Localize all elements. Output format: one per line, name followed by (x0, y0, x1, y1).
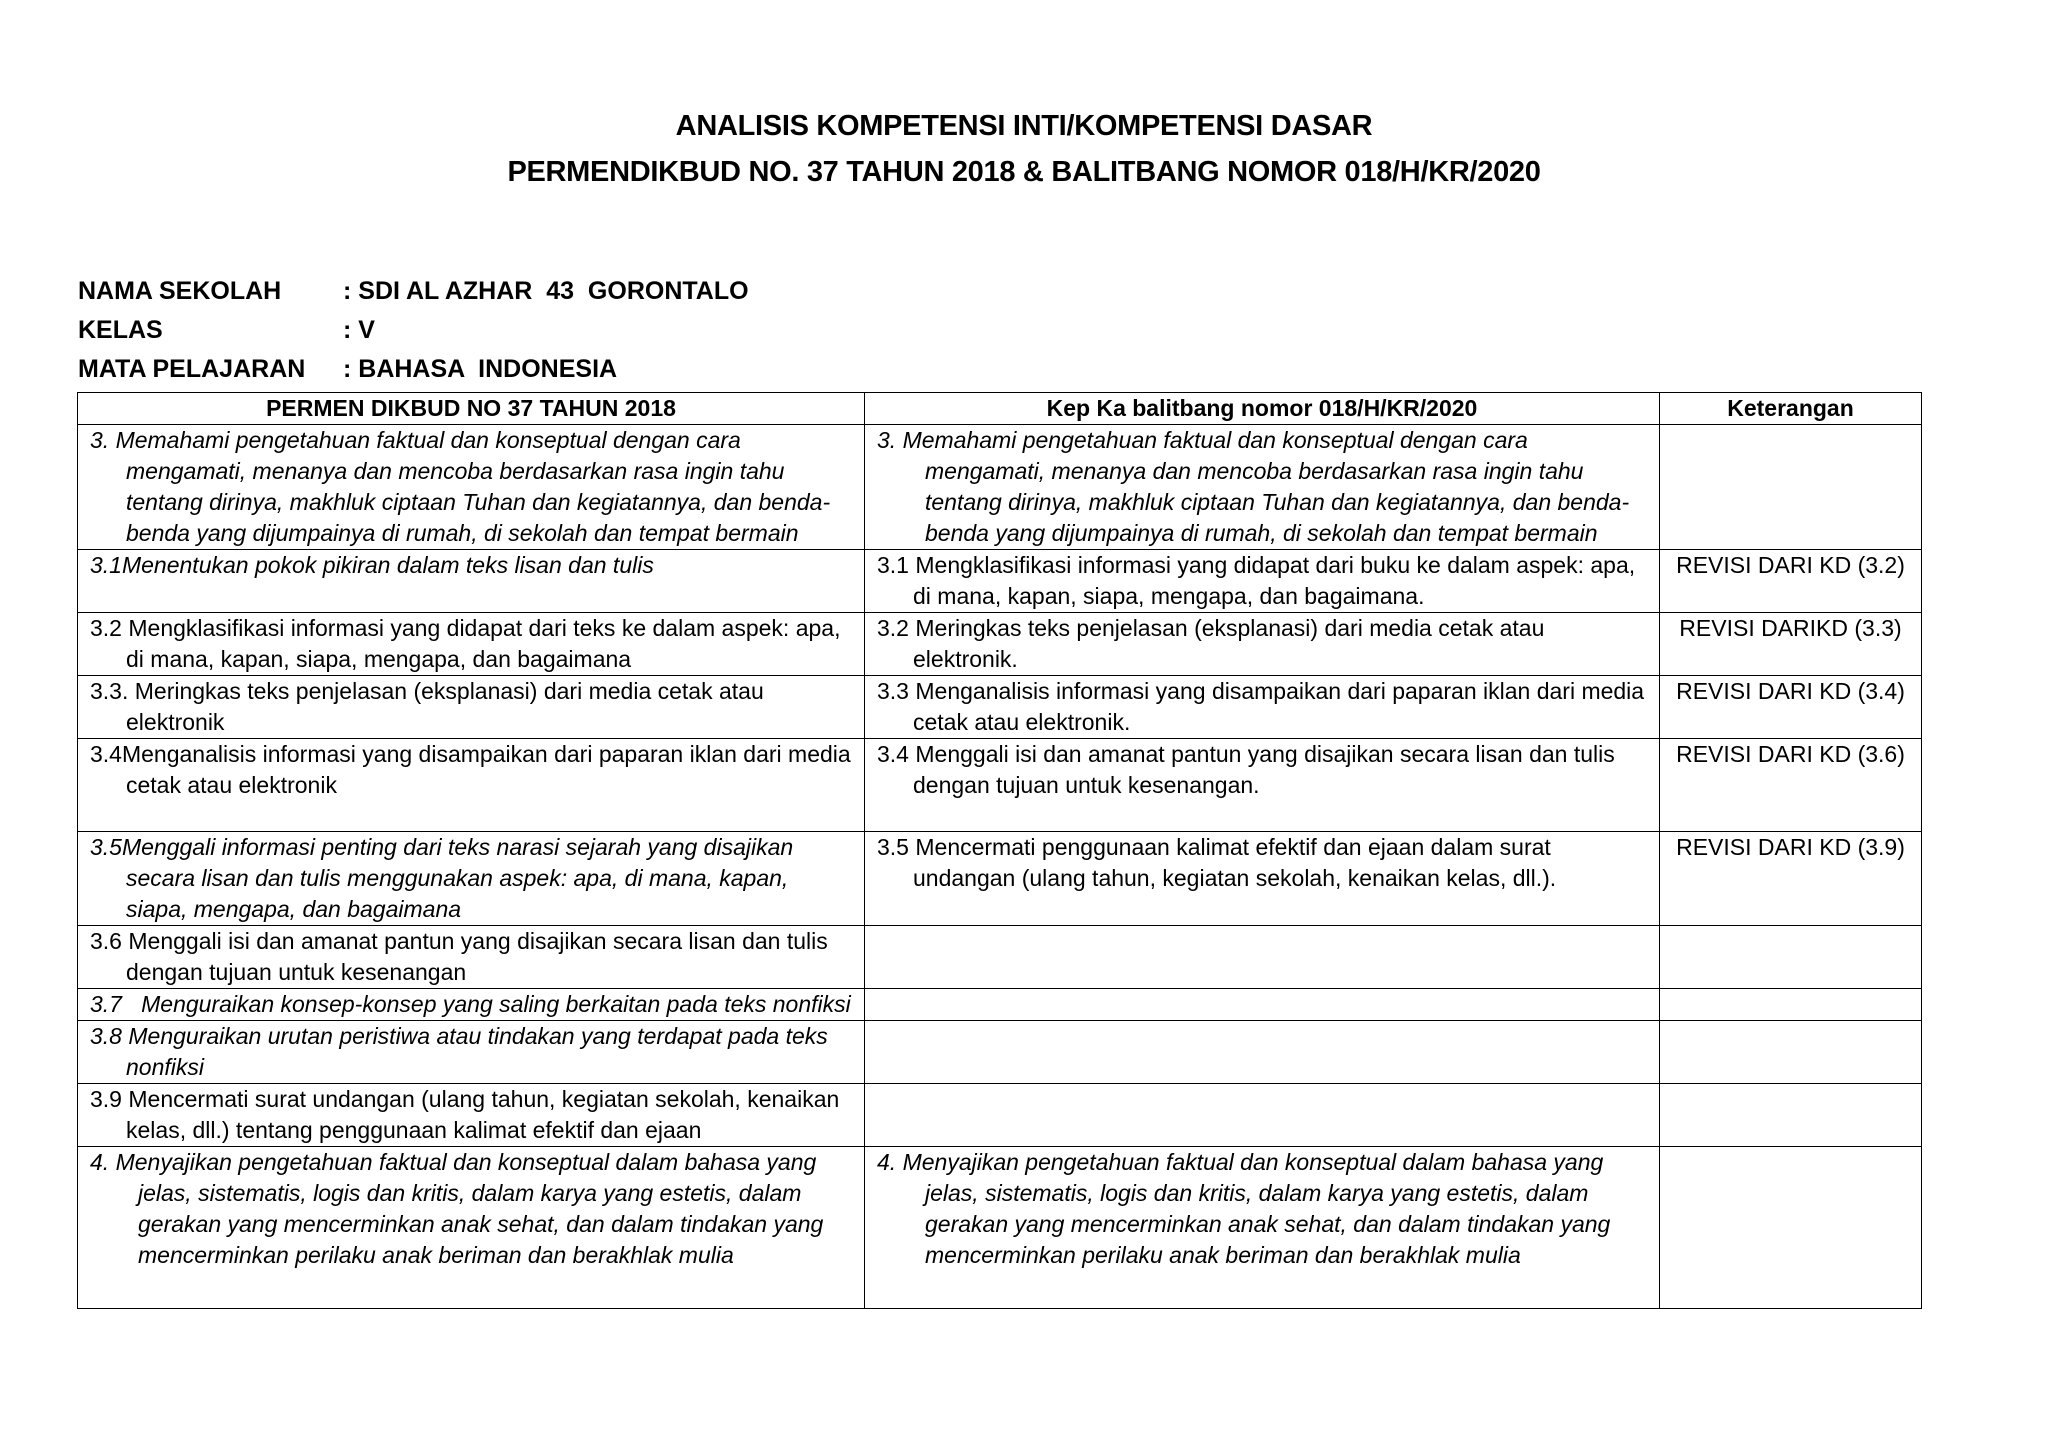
table-cell: 3.6 Menggali isi dan amanat pantun yang disajikan secara lisan dan tulis dengan tujuan untuk kesenangan (78, 926, 865, 989)
table-row (78, 1147, 1922, 1309)
table-row (78, 550, 1922, 613)
table-cell (865, 1084, 1660, 1147)
info-row-class (78, 311, 749, 350)
table-cell: 3.4 Menggali isi dan amanat pantun yang disajikan secara lisan dan tulis dengan tujuan untuk kesenangan. (865, 739, 1660, 832)
table-cell (865, 1021, 1660, 1084)
table-cell: 3.8 Menguraikan urutan peristiwa atau tindakan yang terdapat pada teks nonfiksi (78, 1021, 865, 1084)
table-cell (1660, 989, 1922, 1021)
info-value: : V (343, 316, 375, 344)
table-row (78, 739, 1922, 832)
info-row-school (78, 272, 749, 311)
table-cell: 3.9 Mencermati surat undangan (ulang tahun, kegiatan sekolah, kenaikan kelas, dll.) tentang penggunaan kalimat efektif dan ejaan (78, 1084, 865, 1147)
table-cell: 3.7 Menguraikan konsep-konsep yang saling berkaitan pada teks nonfiksi (78, 989, 865, 1021)
document-title: ANALISIS KOMPETENSI INTI/KOMPETENSI DASAR (675, 110, 1373, 142)
table-cell: 3.5Menggali informasi penting dari teks narasi sejarah yang disajikan secara lisan dan tulis menggunakan aspek: apa, di mana, kapan, siapa, mengapa, dan bagaimana (78, 832, 865, 926)
table-cell (1660, 1084, 1922, 1147)
table-row (78, 989, 1922, 1021)
table-cell: 3.4Menganalisis informasi yang disampaikan dari paparan iklan dari media cetak atau elektronik (78, 739, 865, 832)
table-cell: 4. Menyajikan pengetahuan faktual dan konseptual dalam bahasa yang jelas, sistematis, logis dan kritis, dalam karya yang estetis, dalam gerakan yang mencerminkan anak sehat, dan dalam tindakan yang mencerminkan perilaku anak beriman dan berakhlak mulia (78, 1147, 865, 1309)
info-label: MATA PELAJARAN (78, 355, 306, 383)
table-row (78, 613, 1922, 676)
table-cell: 3.3. Meringkas teks penjelasan (eksplanasi) dari media cetak atau elektronik (78, 676, 865, 739)
info-row-subject (78, 350, 749, 389)
table-cell (1660, 1021, 1922, 1084)
table-row (78, 425, 1922, 550)
table-row (78, 926, 1922, 989)
info-value: : BAHASA INDONESIA (343, 355, 618, 383)
table-cell: 3. Memahami pengetahuan faktual dan konseptual dengan cara mengamati, menanya dan mencoba berdasarkan rasa ingin tahu tentang dirinya, makhluk ciptaan Tuhan dan kegiatannya, dan benda- benda yang dijumpainya di rumah, di sekolah dan tempat bermain (865, 425, 1660, 550)
info-value: : SDI AL AZHAR 43 GORONTALO (343, 277, 749, 305)
column-header: PERMEN DIKBUD NO 37 TAHUN 2018 (78, 393, 865, 425)
table-cell: REVISI DARI KD (3.9) (1660, 832, 1922, 926)
table-cell: 3.5 Mencermati penggunaan kalimat efektif dan ejaan dalam surat undangan (ulang tahun, kegiatan sekolah, kenaikan kelas, dll.). (865, 832, 1660, 926)
table-cell (1660, 926, 1922, 989)
school-info (78, 272, 749, 389)
table-cell: 3.2 Meringkas teks penjelasan (eksplanasi) dari media cetak atau elektronik. (865, 613, 1660, 676)
table-row (78, 1021, 1922, 1084)
table-cell: 3. Memahami pengetahuan faktual dan konseptual dengan cara mengamati, menanya dan mencoba berdasarkan rasa ingin tahu tentang dirinya, makhluk ciptaan Tuhan dan kegiatannya, dan benda- benda yang dijumpainya di rumah, di sekolah dan tempat bermain (78, 425, 865, 550)
table-cell: REVISI DARI KD (3.4) (1660, 676, 1922, 739)
document-subtitle: PERMENDIKBUD NO. 37 TAHUN 2018 & BALITBANG NOMOR 018/H/KR/2020 (507, 156, 1541, 188)
table-row (78, 676, 1922, 739)
table-cell: 3.1 Mengklasifikasi informasi yang didapat dari buku ke dalam aspek: apa, di mana, kapan, siapa, mengapa, dan bagaimana. (865, 550, 1660, 613)
column-header: Kep Ka balitbang nomor 018/H/KR/2020 (865, 393, 1660, 425)
table-cell: REVISI DARI KD (3.2) (1660, 550, 1922, 613)
info-label: NAMA SEKOLAH (78, 277, 282, 305)
competency-table (77, 392, 1922, 1309)
column-header: Keterangan (1660, 393, 1922, 425)
table-cell: 3.1Menentukan pokok pikiran dalam teks lisan dan tulis (78, 550, 865, 613)
table-cell (865, 926, 1660, 989)
table-cell: 3.2 Mengklasifikasi informasi yang didapat dari teks ke dalam aspek: apa, di mana, kapan, siapa, mengapa, dan bagaimana (78, 613, 865, 676)
info-label: KELAS (78, 316, 163, 344)
table-row (78, 1084, 1922, 1147)
table-cell (1660, 1147, 1922, 1309)
table-cell: 4. Menyajikan pengetahuan faktual dan konseptual dalam bahasa yang jelas, sistematis, logis dan kritis, dalam karya yang estetis, dalam gerakan yang mencerminkan anak sehat, dan dalam tindakan yang mencerminkan perilaku anak beriman dan berakhlak mulia (865, 1147, 1660, 1309)
table-cell (865, 989, 1660, 1021)
table-cell: REVISI DARIKD (3.3) (1660, 613, 1922, 676)
table-cell: REVISI DARI KD (3.6) (1660, 739, 1922, 832)
table-row (78, 832, 1922, 926)
table-cell: 3.3 Menganalisis informasi yang disampaikan dari paparan iklan dari media cetak atau elektronik. (865, 676, 1660, 739)
table-header-row (78, 393, 1922, 425)
table-cell (1660, 425, 1922, 550)
